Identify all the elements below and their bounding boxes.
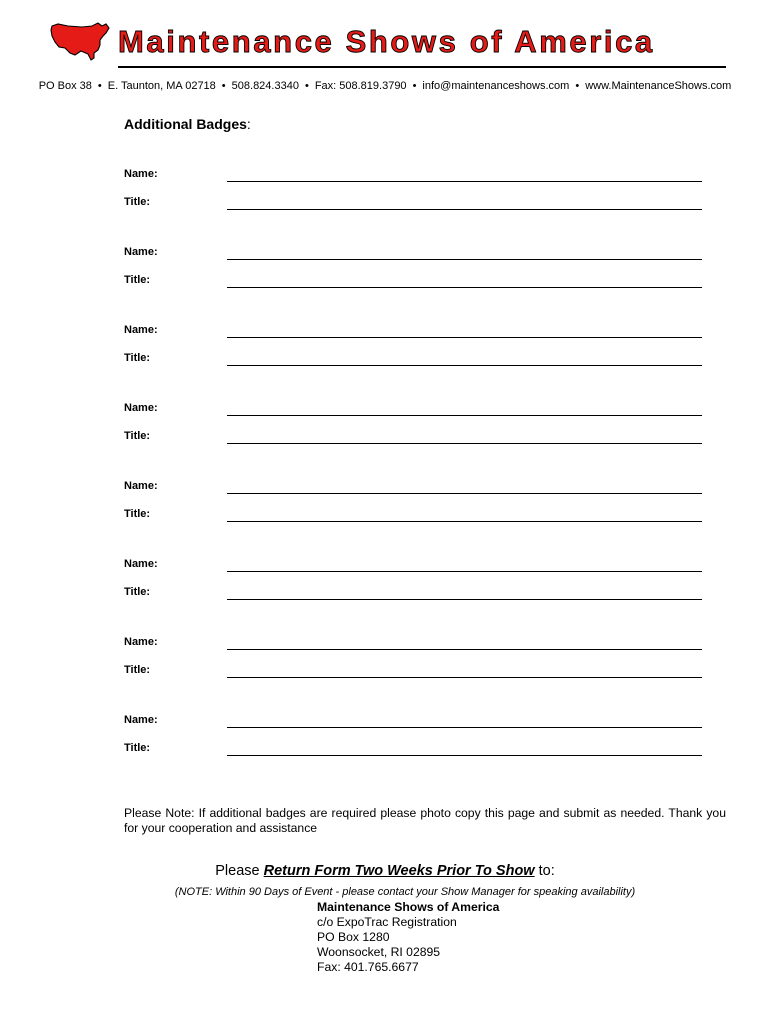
badge-title-label: Title:: [124, 742, 151, 754]
brand-name: Maintenance Shows of America: [118, 24, 655, 59]
badge-title-label: Title:: [124, 430, 151, 442]
section-title-colon: :: [246, 116, 251, 132]
badge-name-field[interactable]: [227, 727, 702, 728]
badge-title-field[interactable]: [227, 287, 702, 288]
phone: 508.824.3340: [231, 80, 299, 92]
badge-title-label: Title:: [124, 508, 151, 520]
address-line-3: Woonsocket, RI 02895: [317, 945, 441, 959]
speaking-subnote: (NOTE: Within 90 Days of Event - please contact your Show Manager for speaking availability): [174, 886, 636, 898]
badge-title-field[interactable]: [227, 443, 702, 444]
badge-title-label: Title:: [124, 586, 151, 598]
badge-title-field[interactable]: [227, 599, 702, 600]
badge-title-label: Title:: [124, 664, 151, 676]
badge-title-label: Title:: [124, 274, 151, 286]
badge-title-field[interactable]: [227, 521, 702, 522]
usa-map-icon: [48, 20, 110, 62]
badge-name-field[interactable]: [227, 415, 702, 416]
note: Please Note: If additional badges are required please photo copy this page and submit as needed. Thank you for your cooperation and assistance: [124, 806, 726, 835]
separator: •: [304, 80, 309, 92]
return-instructions: [0, 863, 770, 879]
return-prefix: Please: [215, 863, 264, 879]
badge-name-label: Name:: [124, 558, 158, 570]
badge-title-field[interactable]: [227, 365, 702, 366]
badge-name-label: Name:: [124, 168, 158, 180]
contact-line: [0, 80, 770, 92]
po-box: PO Box 38: [38, 80, 92, 92]
header-rule: [118, 66, 726, 68]
badge-title-field[interactable]: [227, 755, 702, 756]
badge-title-label: Title:: [124, 196, 151, 208]
email-link[interactable]: info@maintenanceshows.com: [422, 80, 570, 92]
badge-name-field[interactable]: [227, 493, 702, 494]
badge-name-field[interactable]: [227, 259, 702, 260]
return-emphasis: Return Form Two Weeks Prior To Show: [263, 863, 535, 879]
address-fax: Fax: 401.765.6677: [317, 960, 419, 974]
badge-name-field[interactable]: [227, 181, 702, 182]
section-title: [124, 116, 251, 132]
badge-name-label: Name:: [124, 636, 158, 648]
separator: •: [412, 80, 417, 92]
separator: •: [575, 80, 580, 92]
badge-title-label: Title:: [124, 352, 151, 364]
city: E. Taunton, MA 02718: [107, 80, 216, 92]
badge-name-field[interactable]: [227, 571, 702, 572]
section-title-text: Additional Badges: [124, 116, 247, 132]
return-address: [317, 900, 499, 975]
separator: •: [97, 80, 102, 92]
fax: Fax: 508.819.3790: [314, 80, 407, 92]
address-line-1: c/o ExpoTrac Registration: [317, 915, 457, 929]
address-company: Maintenance Shows of America: [317, 900, 500, 914]
website-link[interactable]: www.MaintenanceShows.com: [585, 80, 732, 92]
separator: •: [221, 80, 226, 92]
badge-name-label: Name:: [124, 480, 158, 492]
badge-name-label: Name:: [124, 714, 158, 726]
badge-name-label: Name:: [124, 402, 158, 414]
badge-name-label: Name:: [124, 324, 158, 336]
badge-name-label: Name:: [124, 246, 158, 258]
address-line-2: PO Box 1280: [317, 930, 390, 944]
badge-title-field[interactable]: [227, 209, 702, 210]
return-suffix: to:: [534, 863, 555, 879]
badge-title-field[interactable]: [227, 677, 702, 678]
badge-name-field[interactable]: [227, 337, 702, 338]
badge-name-field[interactable]: [227, 649, 702, 650]
